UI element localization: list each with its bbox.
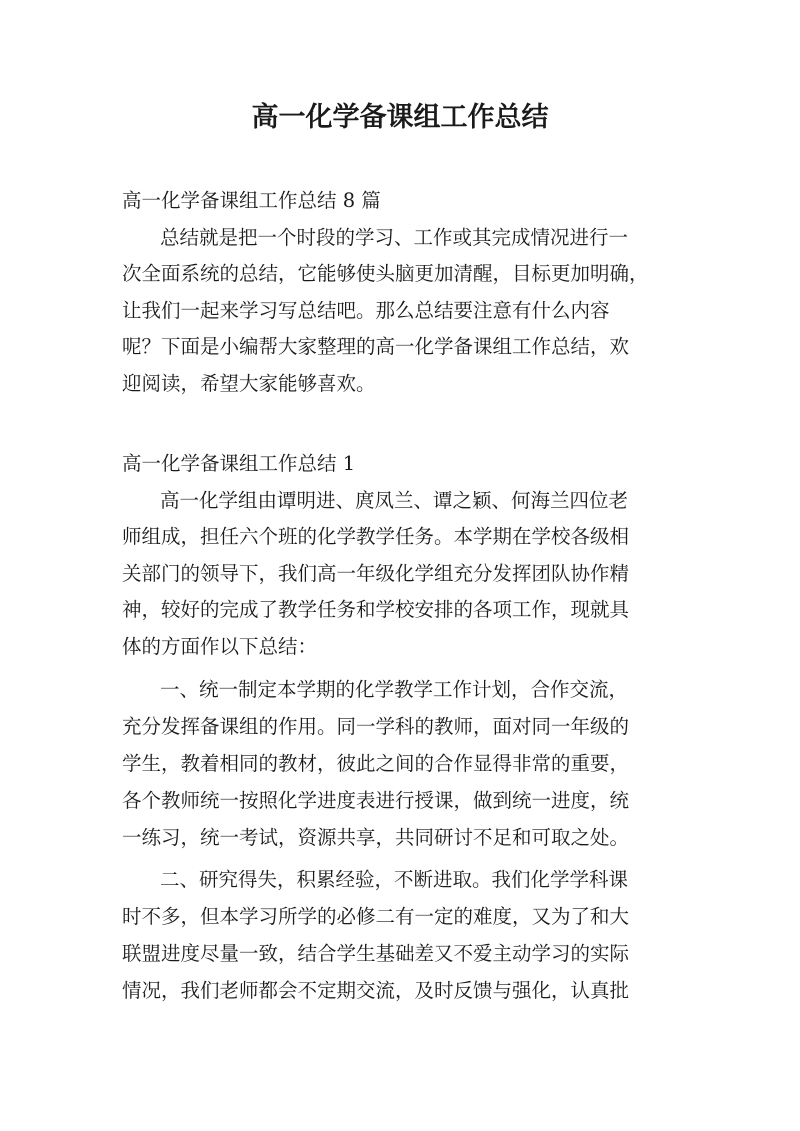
section-heading: 高一化学备课组工作总结 1 — [122, 452, 356, 475]
document-title: 高一化学备课组工作总结 — [251, 102, 549, 133]
paragraph-line: 一练习，统一考试，资源共享，共同研讨不足和可取之处。 — [122, 826, 630, 849]
intro-line: 让我们一起来学习写总结吧。那么总结要注意有什么内容 — [122, 299, 610, 322]
document-subtitle: 高一化学备课组工作总结 8 篇 — [122, 189, 381, 212]
paragraph-line: 师组成，担任六个班的化学教学任务。本学期在学校各级相 — [122, 525, 630, 548]
intro-line: 呢？下面是小编帮大家整理的高一化学备课组工作总结，欢 — [122, 335, 630, 358]
paragraph-line: 神，较好的完成了教学任务和学校安排的各项工作，现就具 — [122, 598, 630, 621]
paragraph-line: 联盟进度尽量一致，结合学生基础差又不爱主动学习的实际 — [122, 942, 630, 965]
paragraph-line: 情况，我们老师都会不定期交流，及时反馈与强化，认真批 — [122, 979, 630, 1002]
paragraph-line: 学生，教着相同的教材，彼此之间的合作显得非常的重要， — [122, 752, 630, 775]
paragraph-line: 关部门的领导下，我们高一年级化学组充分发挥团队协作精 — [122, 562, 630, 585]
intro-line: 总结就是把一个时段的学习、工作或其完成情况进行一 — [160, 226, 629, 249]
paragraph-line: 高一化学组由谭明进、庹凤兰、谭之颖、何海兰四位老 — [160, 489, 629, 512]
paragraph-line: 体的方面作以下总结： — [122, 635, 318, 658]
intro-line: 迎阅读，希望大家能够喜欢。 — [122, 372, 376, 395]
intro-line: 次全面系统的总结，它能够使头脑更加清醒，目标更加明确， — [122, 262, 649, 285]
paragraph-line: 充分发挥备课组的作用。同一学科的教师，面对同一年级的 — [122, 715, 630, 738]
paragraph-line: 二、研究得失，积累经验，不断进取。我们化学学科课 — [160, 868, 629, 891]
paragraph-line: 时不多，但本学习所学的必修二有一定的难度，又为了和大 — [122, 905, 630, 928]
paragraph-line: 一、统一制定本学期的化学教学工作计划，合作交流， — [160, 678, 629, 701]
paragraph-line: 各个教师统一按照化学进度表进行授课，做到统一进度，统 — [122, 789, 630, 812]
